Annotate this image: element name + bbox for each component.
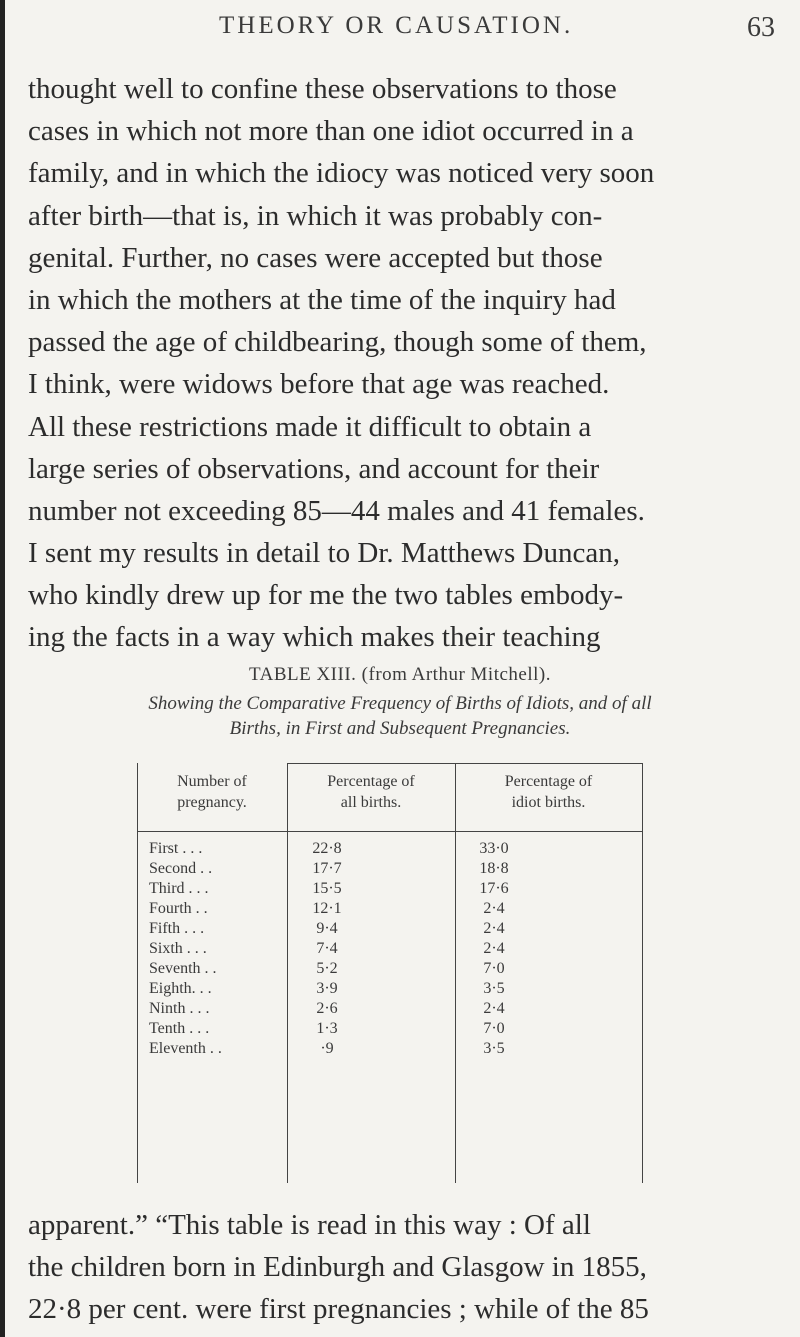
table-rule [287, 763, 643, 764]
table-cell: 9·4 [316, 920, 338, 937]
table-cell: 33·0 [479, 840, 509, 857]
table-cell: 18·8 [479, 860, 509, 877]
table-cell: Fourth . . [149, 900, 208, 917]
text-line: the children born in Edinburgh and Glasgow in 1855, [28, 1251, 647, 1284]
table-cell: Tenth . . . [149, 1020, 210, 1037]
table-cell: 2·4 [483, 920, 505, 937]
table-cell: 3·9 [316, 980, 338, 997]
table-subcaption: Births, in First and Subsequent Pregnancies. [229, 718, 571, 739]
text-line: after birth—that is, in which it was probably con- [28, 199, 603, 232]
table-caption: TABLE XIII. (from Arthur Mitchell). [249, 664, 551, 685]
column-header [287, 771, 455, 813]
table-cell: Second . . [149, 860, 213, 877]
table-subcaption: Showing the Comparative Frequency of Births of Idiots, and of all [148, 693, 652, 714]
column-header-line: all births. [340, 794, 402, 811]
table-cell: 17·7 [312, 860, 342, 877]
table-cell: 7·0 [483, 1020, 505, 1037]
table-cell: 2·4 [483, 900, 505, 917]
text-line: All these restrictions made it difficult to obtain a [28, 410, 592, 443]
table-cell: Seventh . . [149, 960, 217, 977]
table-cell: 2·6 [316, 1000, 338, 1017]
column-header [455, 771, 642, 813]
table-cell: 2·4 [483, 1000, 505, 1017]
table-rule [642, 763, 643, 1183]
table-cell: Eighth. . . [149, 980, 212, 997]
text-line: family, and in which the idiocy was noticed very soon [28, 157, 655, 190]
table-cell: 3·5 [483, 980, 505, 997]
body-paragraph-2 [28, 1204, 794, 1331]
text-line: ing the facts in a way which makes their teaching [28, 621, 601, 654]
table-rule [137, 763, 138, 1183]
table-cell: 15·5 [312, 880, 342, 897]
table-cell: 17·6 [479, 880, 509, 897]
text-line: genital. Further, no cases were accepted but those [28, 241, 603, 274]
text-line: cases in which not more than one idiot occurred in a [28, 115, 634, 148]
column-header-line: Number of [177, 773, 247, 790]
table-rule [137, 831, 643, 832]
text-line: I think, were widows before that age was reached. [28, 368, 610, 401]
table-cell: 7·4 [316, 940, 338, 957]
table-cell: 12·1 [312, 900, 342, 917]
text-line: 22·8 per cent. were first pregnancies ; while of the 85 [28, 1293, 649, 1326]
text-line: apparent.” “This table is read in this way : Of all [28, 1209, 591, 1241]
table-cell: Ninth . . . [149, 1000, 210, 1017]
table-cell: 2·4 [483, 940, 505, 957]
table-cell: 5·2 [316, 960, 338, 977]
table-cell: 7·0 [483, 960, 505, 977]
text-line: passed the age of childbearing, though some of them, [28, 326, 647, 359]
page-header [0, 12, 800, 52]
table-cell: Sixth . . . [149, 940, 207, 957]
column-header-line: idiot births. [511, 794, 586, 811]
text-line: I sent my results in detail to Dr. Matthews Duncan, [28, 537, 620, 570]
running-head: THEORY OR CAUSATION. [219, 12, 574, 39]
text-line: thought well to confine these observations to those [28, 73, 617, 105]
table-cell: Third . . . [149, 880, 209, 897]
column-header-line: pregnancy. [177, 794, 247, 811]
data-table [137, 763, 643, 1183]
text-line: in which the mothers at the time of the inquiry had [28, 283, 616, 316]
text-line: number not exceeding 85—44 males and 41 females. [28, 494, 645, 527]
table-cell: ·9 [320, 1040, 334, 1057]
table-cell: 22·8 [312, 840, 342, 857]
text-line: who kindly drew up for me the two tables embody- [28, 579, 624, 612]
column-header-line: Percentage of [504, 773, 593, 790]
table-cell: Eleventh . . [149, 1040, 222, 1057]
column-header-line: Percentage of [327, 773, 415, 790]
table-cell: First . . . [149, 840, 203, 857]
table-cell: 3·5 [483, 1040, 505, 1057]
column-header [137, 771, 287, 813]
page-number: 63 [747, 12, 775, 43]
table-cell: 1·3 [316, 1020, 338, 1037]
table-cell: Fifth . . . [149, 920, 205, 937]
text-line: large series of observations, and account for their [28, 452, 600, 485]
body-paragraph-1 [28, 68, 794, 659]
